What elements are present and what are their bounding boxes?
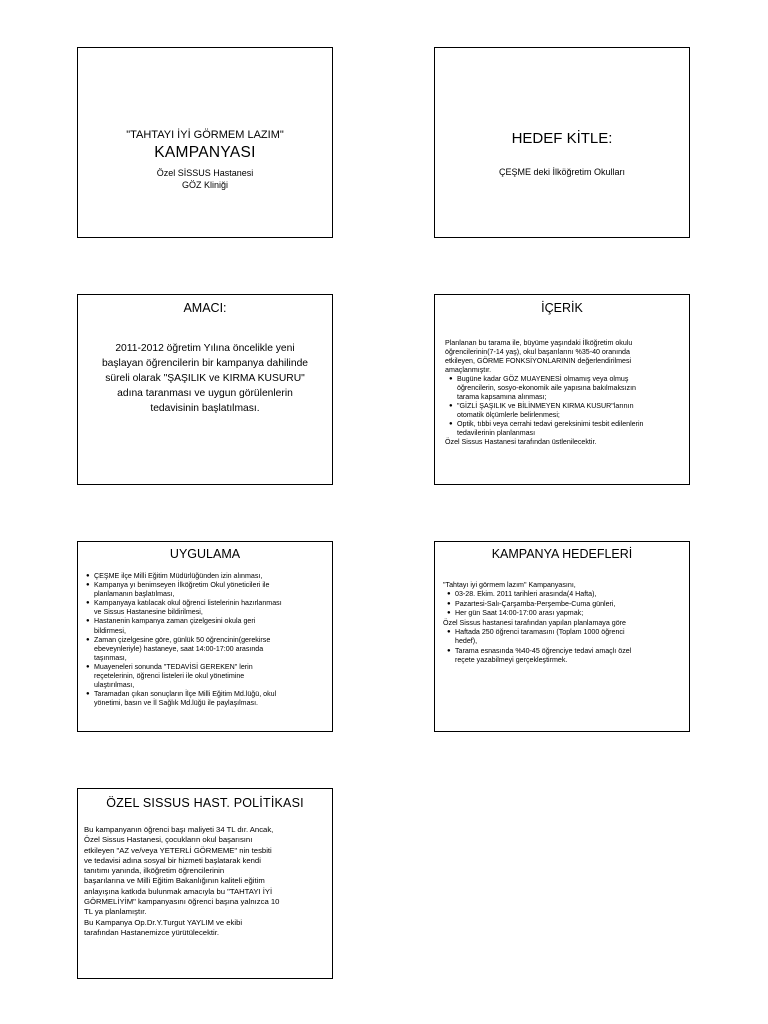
slide-purpose [77, 294, 333, 485]
text-line: ● 03-28. Ekim. 2011 tarihleri arasında(4 Hafta), [455, 590, 597, 599]
text-line: Özel Sissus hastanesi tarafından yapılan planlamaya göre [443, 618, 626, 627]
slide-title: HEDEF KİTLE: [511, 130, 613, 147]
text-line: ● Pazartesi-Salı-Çarşamba-Perşembe-Cuma günleri, [455, 599, 616, 608]
slide-title: İÇERİK [541, 301, 583, 315]
list-item [447, 600, 685, 609]
list-item [449, 375, 685, 402]
list-item [447, 590, 685, 599]
slide-implementation [77, 541, 333, 732]
list-item [86, 581, 328, 599]
list-item [86, 690, 328, 708]
text-line: tedavisinin başlatılması. [150, 403, 260, 414]
implementation-bullets [86, 572, 328, 708]
policy-text [84, 825, 328, 938]
text-line: Planlanan bu tarama ile, büyüme yaşındaki İlköğretim okulu [445, 339, 633, 347]
text-line: bildirmesi, [94, 626, 126, 635]
text-line: başarılarına ve Milli Eğitim Bakanlığının kaliteli eğitim [84, 876, 265, 886]
slide-content [434, 294, 690, 485]
text-line: ulaştırılması, [94, 681, 135, 690]
text-line: etkileyen "AZ ve/veya YETERLİ GÖRMEME" nin tesbiti [84, 845, 272, 855]
text-line: taşınması, [94, 653, 127, 662]
text-line: süreli olarak "ŞAŞILIK ve KIRMA KUSURU" [105, 373, 305, 384]
list-item [86, 663, 328, 690]
purpose-text [88, 341, 322, 416]
text-line: hedef), [455, 637, 478, 646]
clinic-name: GÖZ Kliniği [181, 180, 228, 190]
text-line: ● Zaman çizelgesine göre, günlük 50 öğrencinin(gerekirse [94, 635, 271, 644]
text-line: ● Tarama esnasında %40-45 öğrenciye tedavi amaçlı özel [455, 646, 632, 655]
text-line: Özel Sissus Hastanesi tarafından üstlenilecektir. [445, 438, 597, 446]
text-line: Bu kampanyanın öğrenci başı maliyeti 34 TL dır. Ancak, [84, 825, 274, 834]
text-line: amaçlanmıştır. [445, 366, 492, 374]
text-line: ● Bugüne kadar GÖZ MUAYENESİ olmamış veya olmuş [457, 375, 629, 383]
text-line: ● ÇEŞME ilçe Milli Eğitim Müdürlüğünden izin alınması, [94, 572, 263, 580]
campaign-title: KAMPANYASI [154, 144, 256, 161]
text-line: ● Her gün Saat 14:00-17:00 arası yapmak; [455, 609, 584, 618]
text-line: reçetelerinin, öğrenci listeleri ile okul yönetimine [94, 672, 245, 681]
slide-title: UYGULAMA [169, 547, 241, 561]
text-line: tedavilerinin planlanması [457, 429, 536, 437]
text-line: ebeveynleriyle) hastaneye, saat 14:00-17:00 arasında [94, 644, 264, 653]
list-item [86, 617, 328, 635]
text-line: tarama kapsamına alınması; [457, 393, 547, 401]
list-item [86, 636, 328, 663]
text-line: ● Kampanyaya katılacak okul öğrenci listelerinin hazırlanması [94, 599, 282, 608]
text-line: reçete yazabilmeyi gerçekleştirmek. [455, 656, 568, 665]
content-text [445, 339, 685, 447]
goals-bullets-schedule [443, 590, 685, 618]
list-item [449, 420, 685, 438]
text-line: adına taranması ve uygun görülenlerin [117, 388, 293, 399]
list-item [86, 599, 328, 617]
text-line: ● Taramadan çıkan sonuçların İlçe Milli Eğitim Md.lüğü, okul [94, 690, 277, 699]
text-line: planlamanın başlatılması, [94, 590, 175, 599]
slide-title: KAMPANYA HEDEFLERİ [491, 547, 633, 561]
slide-target-audience [434, 47, 690, 238]
list-item [449, 402, 685, 420]
slide-campaign-goals [434, 541, 690, 732]
content-bullets [445, 375, 685, 438]
text-line: ve tedavisi adına sosyal bir hizmeti başlatarak kendi [84, 855, 261, 865]
goals-text [443, 581, 685, 666]
list-item [447, 628, 685, 647]
text-line: öğrencilerin, sosyo-ekonomik aile yapısına bakılmaksızın [457, 384, 637, 392]
list-item [447, 609, 685, 618]
slide-title: AMACI: [183, 301, 227, 315]
text-line: ● Hastanenin kampanya zaman çizelgesini okula geri [94, 617, 256, 626]
text-line: ve Sissus Hastanesine bildirilmesi, [94, 608, 203, 617]
slide-hospital-policy [77, 788, 333, 979]
text-line: Özel Sissus Hastanesi, çocukların okul başarısını [84, 835, 253, 845]
text-line: yönetimi, basın ve İl Sağlık Md.lüğü ile paylaşılması. [94, 699, 259, 708]
text-line: tanıtımı yanında, ilköğretim öğrencilerinin [84, 866, 225, 876]
text-line: ● Haftada 250 öğrenci taramasını (Toplam 1000 öğrenci [455, 628, 625, 637]
text-line: 2011-2012 öğretim Yılına öncelikle yeni [115, 343, 295, 354]
text-line: ● "GİZLİ ŞAŞILIK ve BİLİNMEYEN KIRMA KUSUR"larının [457, 402, 634, 410]
hospital-name: Özel SİSSUS Hastanesi [156, 168, 254, 178]
slide-campaign-title [77, 47, 333, 238]
text-line: anlayışına katkıda bulunmak amacıyla bu "TAHTAYI İYİ [84, 886, 273, 896]
text-line: otomatik ölçümlerle belirlenmesi; [457, 411, 560, 419]
text-line: ● Muayeneleri sonunda "TEDAVİSİ GEREKEN" lerin [94, 662, 253, 671]
text-line: etkileyen, GÖRME FONKSİYONLARININ değerlendirilmesi [445, 357, 632, 365]
text-line: GÖRMELİYİM" kampanyasını öğrenci başına yalnızca 10 [84, 897, 280, 907]
text-line: öğrencilerinin(7-14 yaş), okul başarılarını %35-40 oranında [445, 348, 630, 356]
list-item [86, 572, 328, 581]
slide-title: ÖZEL SISSUS HAST. POLİTİKASI [106, 796, 304, 810]
text-line: TL ya planlamıştır. [84, 907, 147, 917]
list-item [447, 647, 685, 666]
text-line: ● Kampanya yı benimseyen İlköğretim Okul yöneticileri ile [94, 581, 270, 590]
target-audience-text: ÇEŞME deki İlköğretim Okulları [498, 167, 626, 177]
text-line: ● Optik, tıbbi veya cerrahi tedavi gereksinimi tesbit edilenlerin [457, 420, 644, 428]
text-line: tarafından Hastanemizce yürütülecektir. [84, 927, 220, 937]
text-line: başlayan öğrencilerin bir kampanya dahilinde [101, 358, 309, 369]
implementation-text [86, 572, 328, 708]
goals-bullets-targets [443, 628, 685, 666]
text-line: "Tahtayı iyi görmem lazım" Kampanyasını, [443, 581, 576, 589]
campaign-quote-title: "TAHTAYI İYİ GÖRMEM LAZIM" [126, 129, 284, 141]
text-line: Bu Kampanya Op.Dr.Y.Turgut YAYLIM ve ekibi [84, 917, 243, 927]
